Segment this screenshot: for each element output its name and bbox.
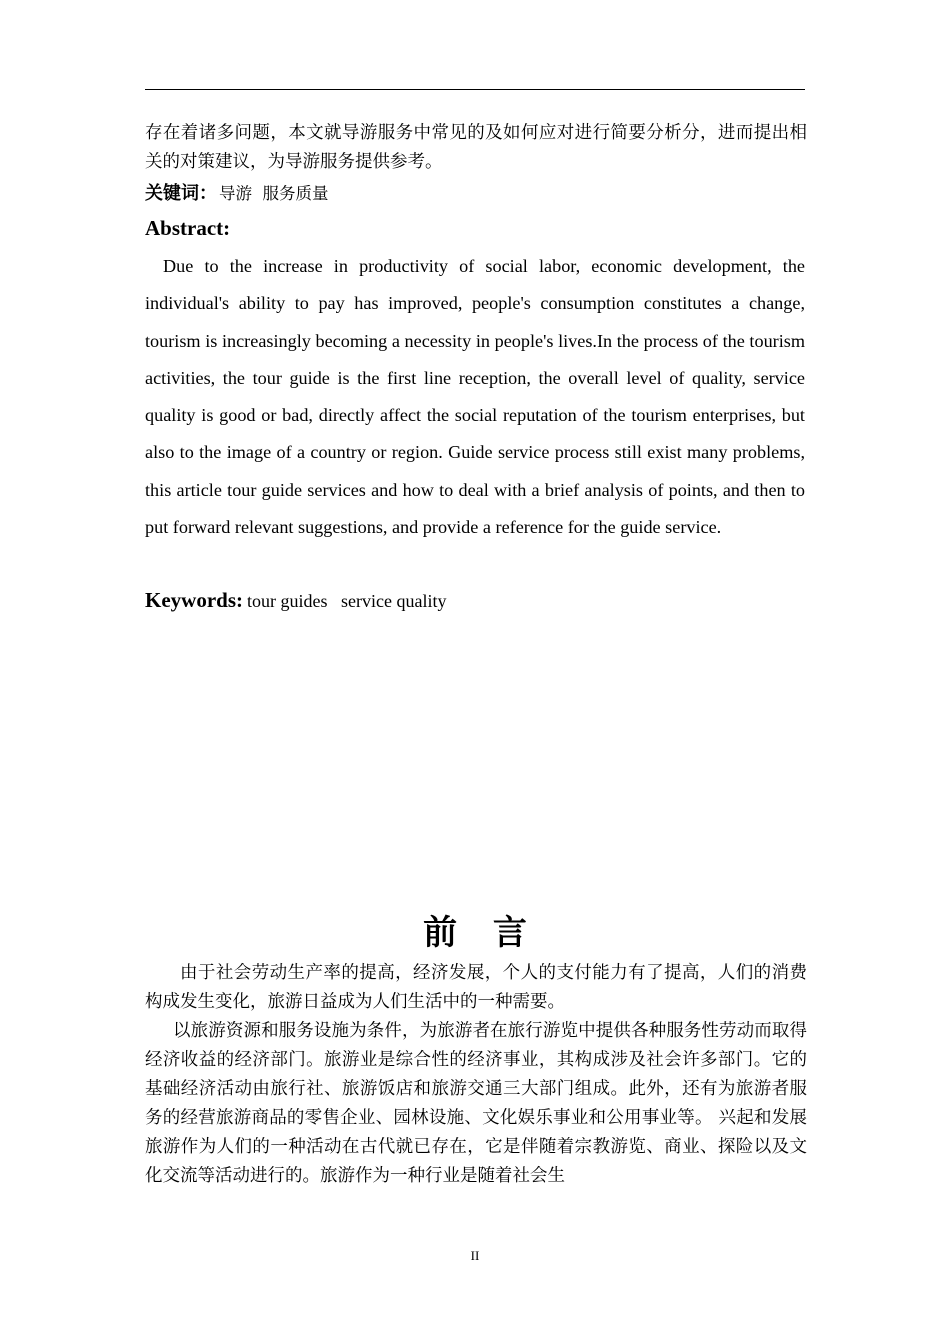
page-number: II <box>470 1248 480 1263</box>
abstract-en-body: Due to the increase in productivity of social labor, economic development, the individual's ability to pay has improved, people's consumption constitutes a change, tourism is increasingly becoming a necessity in people's lives.In the process of the tourism activities, the tour guide is the first line reception, the overall level of quality, service quality is good or bad, directly affect the social reputation of the tourism enterprises, but also to the image of a country or region. Guide service process still exist many problems, this article tour guide services and how to deal with a brief analysis of points, and then to put forward relevant suggestions, and provide a reference for the guide service. <box>145 256 805 538</box>
preface-paragraph-2: 以旅游资源和服务设施为条件，为旅游者在旅行游览中提供各种服务性劳动而取得经济收益的经济部门。旅游业是综合性的经济事业，其构成涉及社会许多部门。它的基础经济活动由旅行社、旅游饭店和旅游交通三大部门组成。此外，还有为旅游者服务的经营旅游商品的零售企业、园林设施、文化娱乐事业和公用事业等。 兴起和发展 旅游作为人们的一种活动在古代就已存在，它是伴随着宗教游览、商业、探险以及文化交流等活动进行的。旅游作为一种行业是随着社会生 <box>145 1021 807 1186</box>
keywords-cn-line <box>145 179 329 205</box>
preface-title: 前 言 <box>423 913 539 953</box>
abstract-cn-continuation: 存在着诸多问题，本文就导游服务中常见的及如何应对进行简要分析分，进而提出相关的对策建议，为导游服务提供参考。 <box>145 123 807 172</box>
keywords-cn-value: 导游 服务质量 <box>219 184 329 203</box>
abstract-en-heading: Abstract: <box>145 216 231 240</box>
keywords-en-value: tour guides service quality <box>247 591 447 611</box>
keywords-en-label: Keywords: <box>145 588 243 612</box>
header-rule <box>145 89 805 90</box>
keywords-cn-label: 关键词： <box>145 183 217 204</box>
preface-paragraph-1: 由于社会劳动生产率的提高，经济发展，个人的支付能力有了提高，人们的消费构成发生变化，旅游日益成为人们生活中的一种需要。 <box>145 963 807 1012</box>
keywords-en-line <box>145 588 446 613</box>
